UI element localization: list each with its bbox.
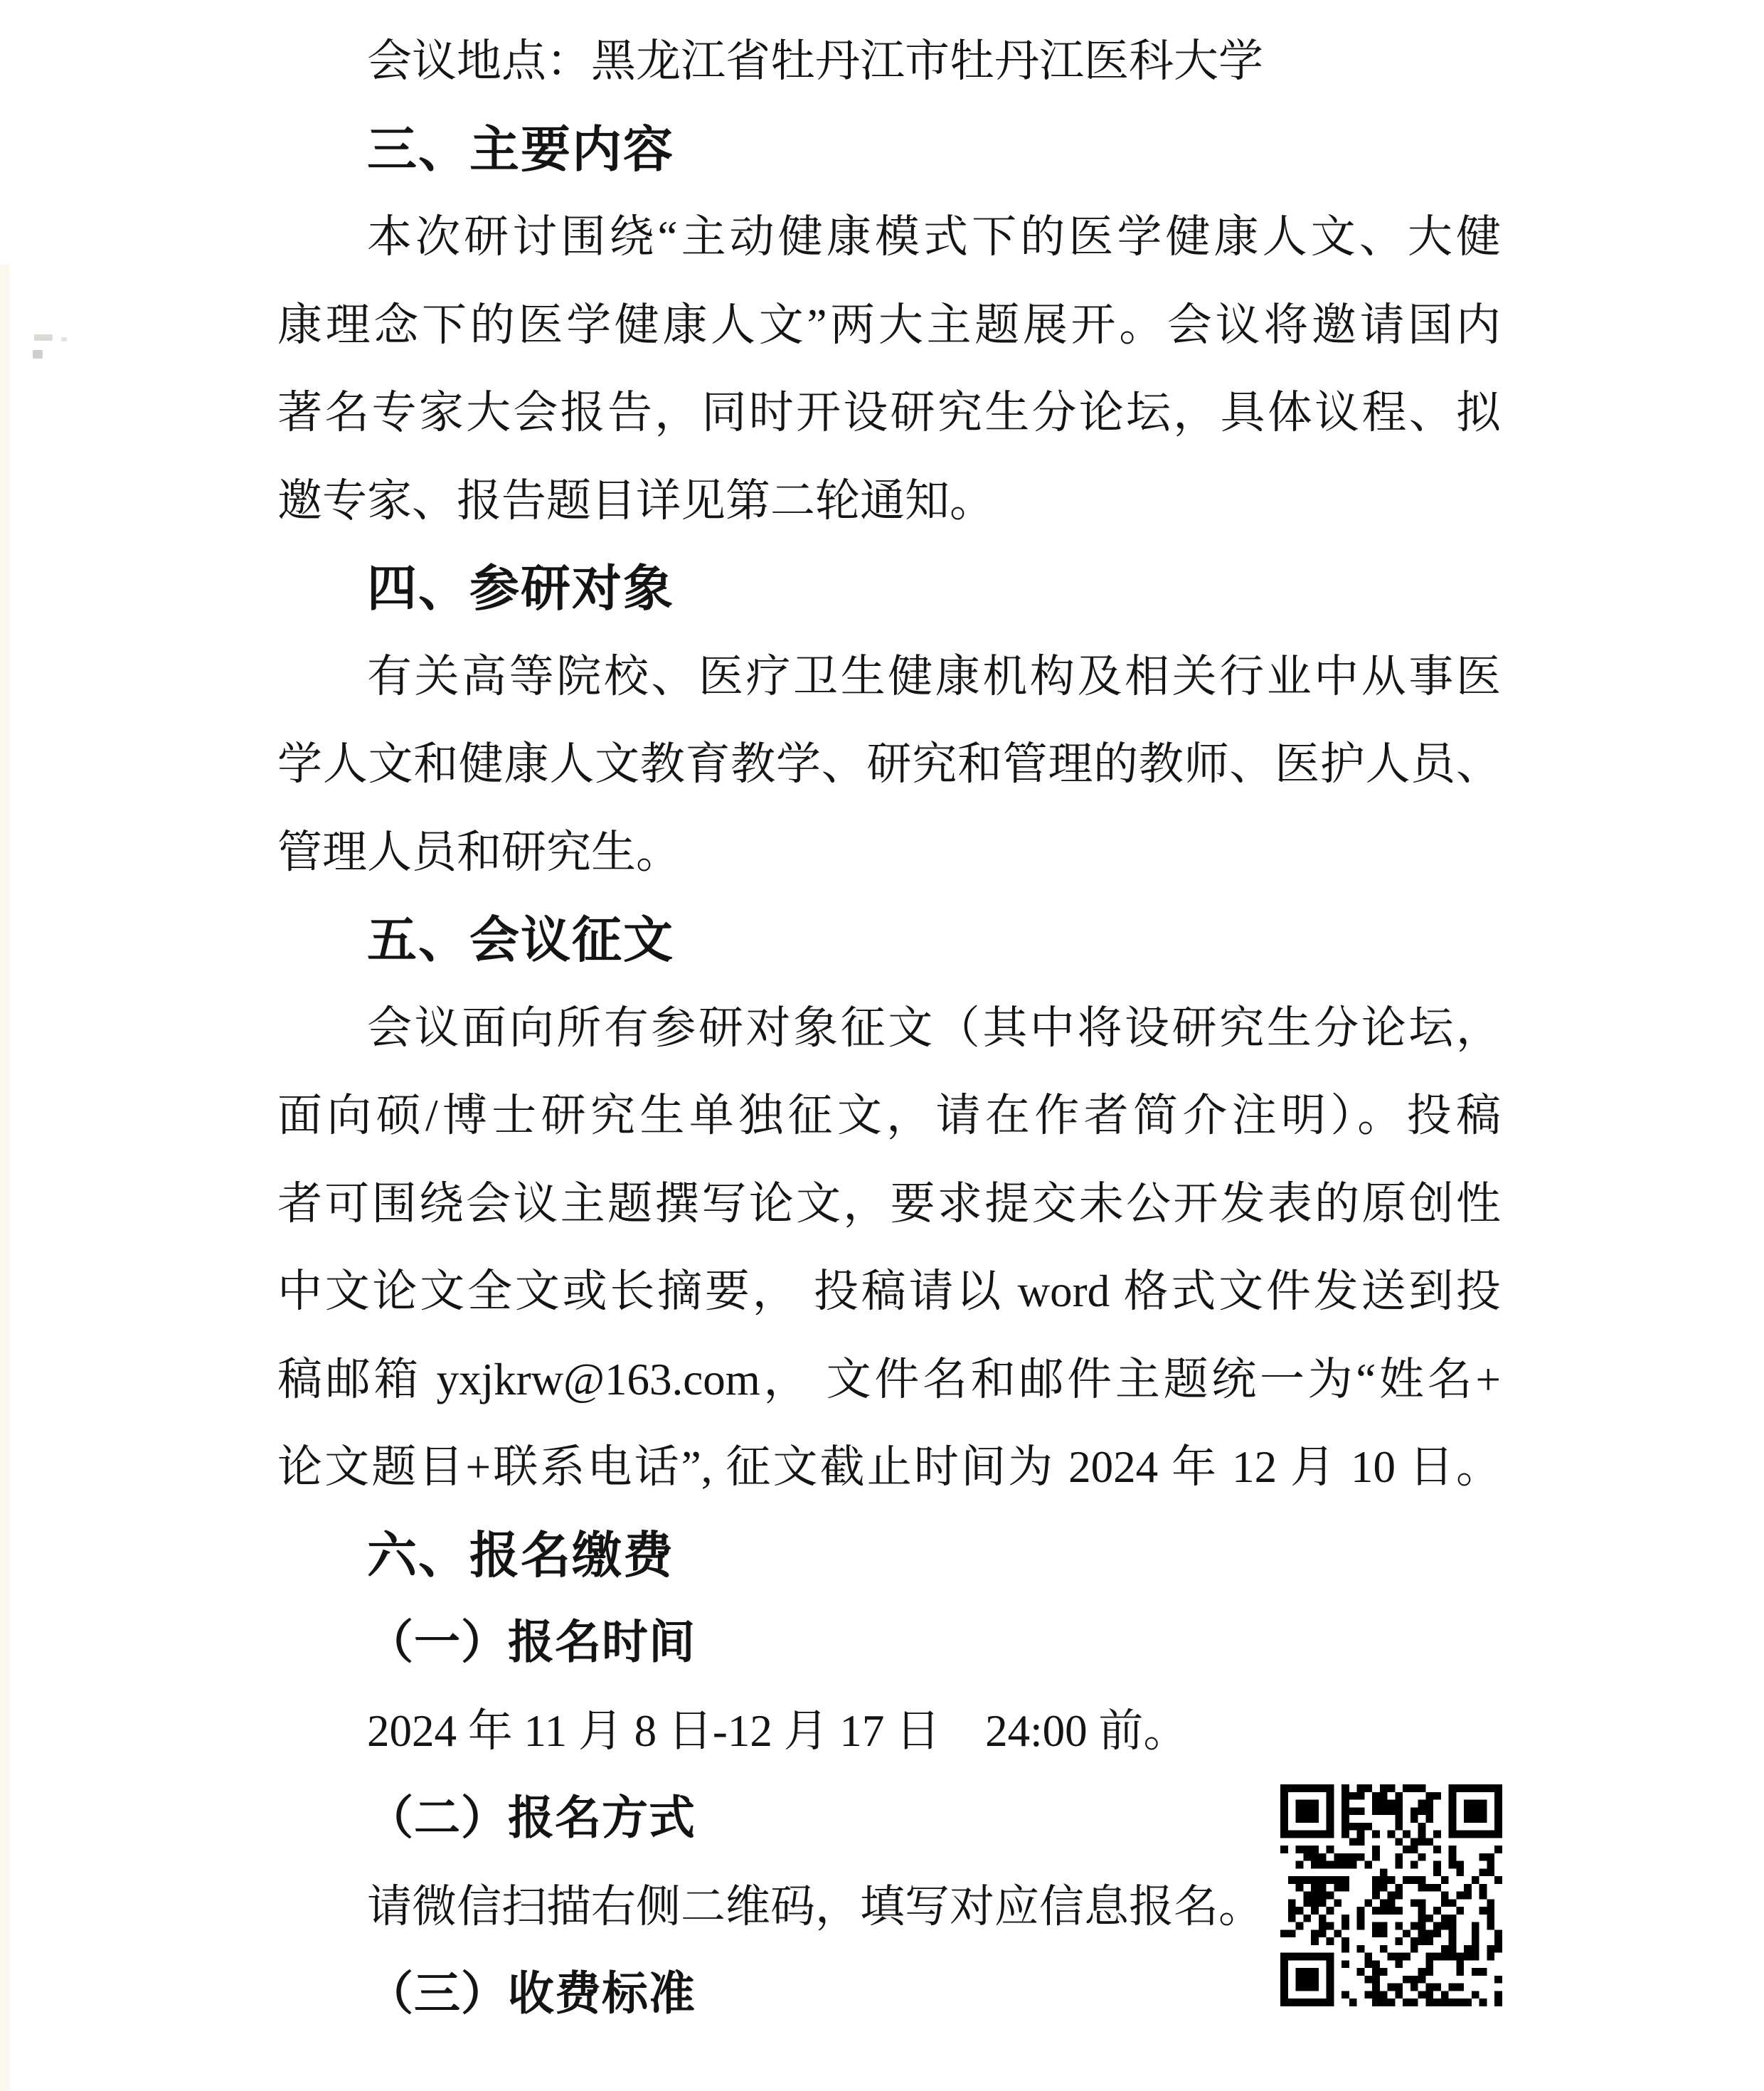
section-heading-call-for-papers: 五、会议征文 bbox=[367, 912, 674, 968]
section-heading-registration: 六、报名缴费 bbox=[367, 1527, 674, 1583]
document-body bbox=[277, 18, 1501, 2039]
scan-speck bbox=[34, 334, 53, 341]
doc-line: 面向硕/博士研究生单独征文，请在作者简介注明）。投稿 bbox=[277, 1091, 1501, 1140]
doc-line: 邀专家、报告题目详见第二轮通知。 bbox=[277, 475, 994, 526]
doc-line: 者可围绕会议主题撰写论文，要求提交未公开发表的原创性 bbox=[277, 1178, 1501, 1229]
doc-line: 会议面向所有参研对象征文（其中将设研究生分论坛， bbox=[367, 1002, 1501, 1053]
sub-heading-registration-method: （二）报名方式 bbox=[367, 1793, 696, 1844]
doc-line-email: 稿邮箱 yxjkrw@163.com， 文件名和邮件主题统一为“姓名+ bbox=[277, 1354, 1501, 1404]
doc-line: 著名专家大会报告，同时开设研究生分论坛，具体议程、拟 bbox=[277, 388, 1501, 438]
scan-speck bbox=[61, 337, 67, 342]
scan-edge-artifact bbox=[0, 265, 9, 2091]
qr-code bbox=[1280, 1782, 1502, 2008]
doc-line-deadline: 论文题目+联系电话”, 征文截止时间为 2024 年 12 月 10 日。 bbox=[277, 1442, 1501, 1492]
doc-line: 康理念下的医学健康人文”两大主题展开。会议将邀请国内 bbox=[277, 300, 1501, 350]
doc-line: 有关高等院校、医疗卫生健康机构及相关行业中从事医 bbox=[367, 651, 1501, 702]
doc-line-registration-dates: 2024 年 11 月 8 日-12 月 17 日 24:00 前。 bbox=[367, 1705, 1189, 1756]
doc-line: 管理人员和研究生。 bbox=[277, 827, 681, 877]
scan-speck bbox=[33, 350, 43, 359]
section-heading-participants: 四、参研对象 bbox=[367, 561, 674, 616]
section-heading-main-content: 三、主要内容 bbox=[367, 121, 674, 177]
sub-heading-registration-time: （一）报名时间 bbox=[367, 1617, 696, 1668]
doc-line-scan-instruction: 请微信扫描右侧二维码，填写对应信息报名。 bbox=[367, 1881, 1263, 1932]
sub-heading-fee-standard: （三）收费标准 bbox=[367, 1969, 696, 2020]
doc-line-venue: 会议地点：黑龙江省牡丹江市牡丹江医科大学 bbox=[367, 36, 1263, 86]
doc-line: 学人文和健康人文教育教学、研究和管理的教师、医护人员、 bbox=[277, 739, 1501, 789]
doc-line: 中文论文全文或长摘要， 投稿请以 word 格式文件发送到投 bbox=[277, 1266, 1501, 1316]
doc-line: 本次研讨围绕“主动健康模式下的医学健康人文、大健 bbox=[367, 212, 1501, 262]
